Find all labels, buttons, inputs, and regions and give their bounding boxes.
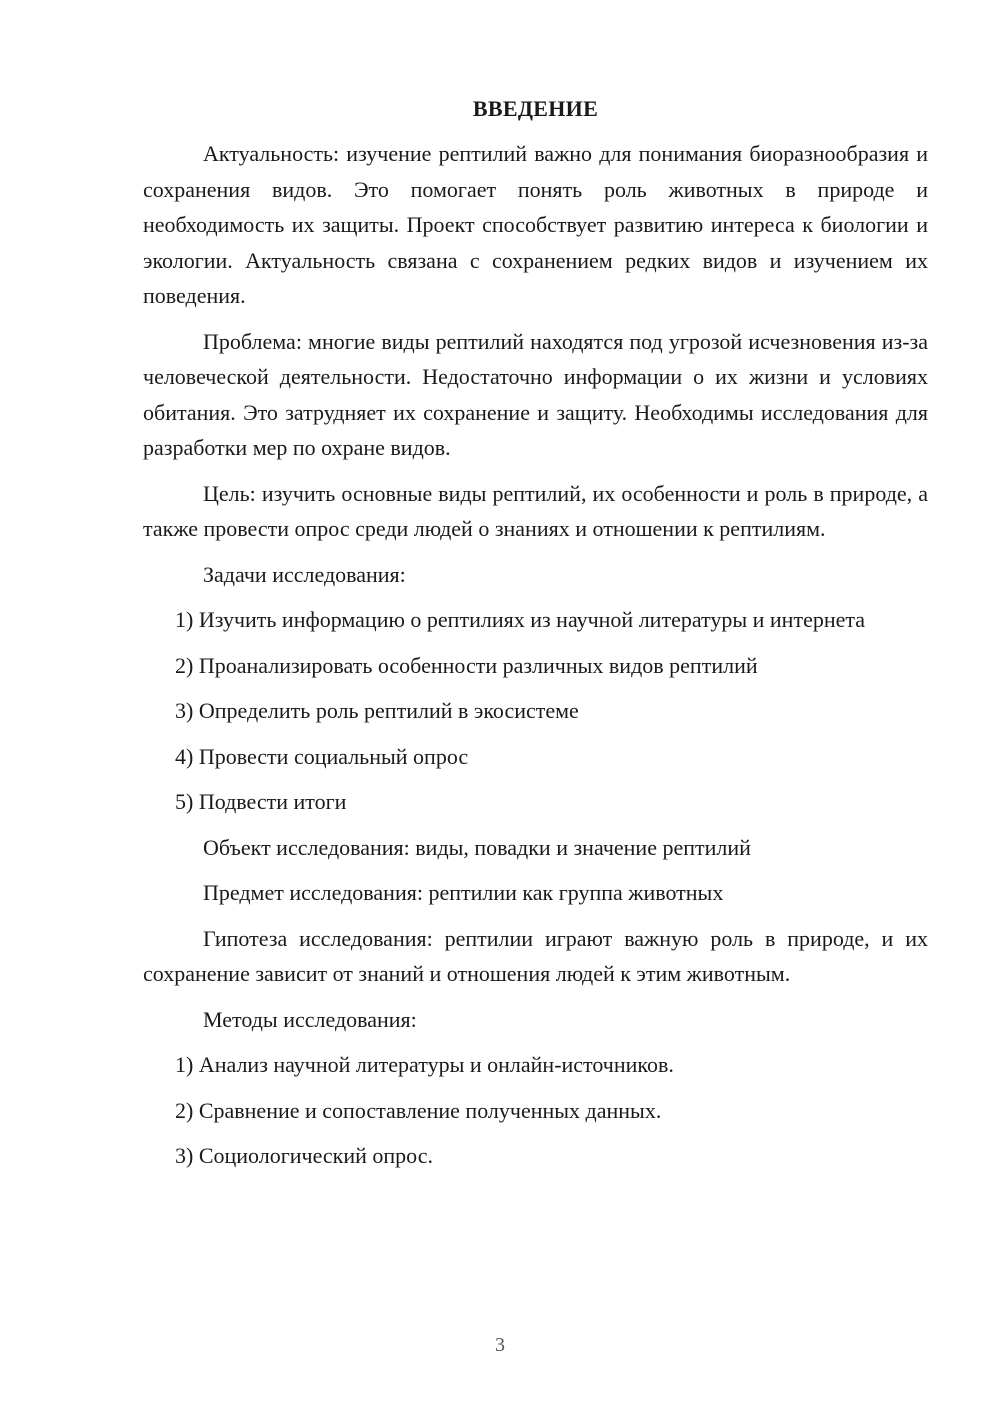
task-item: 5) Подвести итоги (175, 789, 347, 814)
document-page (143, 92, 928, 1184)
relevance-paragraph: Актуальность: изучение рептилий важно для понимания биоразнообразия и сохранения видов. Это помогает понять роль животных в природе и необходимость их защиты. Проект способствует развитию интереса к биологии и экологии. Актуальность связана с сохранением редких видов и изучением их поведения. (143, 141, 928, 308)
subject-line: Предмет исследования: рептилии как группа животных (203, 880, 724, 905)
hypothesis-paragraph: Гипотеза исследования: рептилии играют важную роль в природе, и их сохранение зависит от знаний и отношения людей к этим животным. (143, 925, 928, 986)
page-number: 3 (495, 1334, 505, 1356)
method-item: 3) Социологический опрос. (175, 1143, 433, 1168)
method-item: 1) Анализ научной литературы и онлайн-источников. (175, 1052, 674, 1077)
tasks-heading: Задачи исследования: (203, 561, 406, 587)
task-item: 4) Провести социальный опрос (175, 743, 469, 769)
method-item: 2) Сравнение и сопоставление полученных данных. (175, 1097, 662, 1123)
goal-paragraph: Цель: изучить основные виды рептилий, их особенности и роль в природе, а также провести опрос среди людей о знаниях и отношении к рептилиям. (143, 480, 928, 541)
task-item: 2) Проанализировать особенности различных видов рептилий (175, 652, 758, 678)
page-title: ВВЕДЕНИЕ (472, 96, 599, 121)
task-item: 3) Определить роль рептилий в экосистеме (175, 698, 579, 723)
problem-paragraph: Проблема: многие виды рептилий находятся под угрозой исчезновения из-за человеческой деятельности. Недостаточно информации о их жизни и условиях обитания. Это затрудняет их сохранение и защиту. Необходимы исследования для разработки мер по охране видов. (143, 328, 928, 460)
object-line: Объект исследования: виды, повадки и значение рептилий (203, 834, 751, 860)
methods-heading: Методы исследования: (203, 1006, 417, 1032)
task-item: 1) Изучить информацию о рептилиях из научной литературы и интернета (175, 607, 866, 632)
